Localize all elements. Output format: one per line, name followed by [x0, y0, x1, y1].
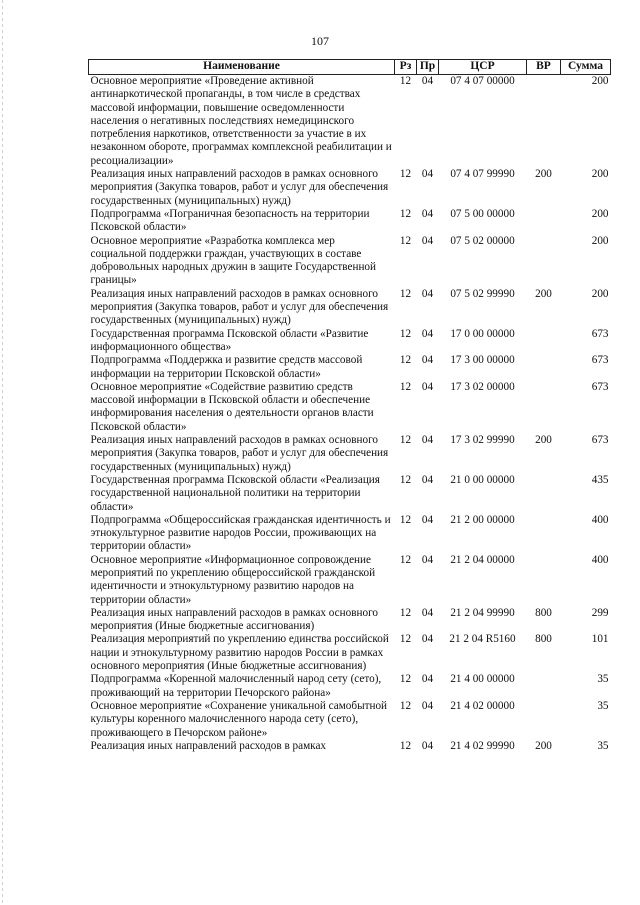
row-name: Подпрограмма «Общероссийская гражданская идентичность и этнокультурное развитие народов России, проживающих на территории области» [90, 513, 391, 553]
row-name: Подпрограмма «Пограничная безопасность на территории Псковской области» [90, 207, 370, 234]
row-csr: 21 2 04 00000 [450, 553, 515, 566]
row-rz: 12 [399, 606, 412, 619]
row-vr: 200 [535, 739, 552, 752]
row-csr: 17 3 02 99990 [450, 434, 515, 447]
row-pr: 04 [421, 75, 434, 87]
row-vr: 800 [535, 633, 552, 646]
row-csr: 21 0 00 00000 [450, 473, 515, 486]
row-pr: 04 [421, 287, 434, 300]
row-sum: 400 [591, 553, 609, 566]
scan-edge [2, 0, 3, 905]
row-pr: 04 [421, 673, 434, 686]
table-row [89, 168, 611, 208]
row-rz: 12 [399, 234, 412, 247]
row-csr: 17 0 00 00000 [450, 327, 515, 340]
row-pr: 04 [421, 553, 434, 566]
row-sum: 200 [591, 168, 609, 181]
header-rz: Рз [395, 60, 417, 75]
row-rz: 12 [399, 75, 412, 87]
row-pr: 04 [421, 327, 434, 340]
row-csr: 07 5 02 99990 [450, 287, 515, 300]
row-rz: 12 [399, 287, 412, 300]
row-sum: 673 [591, 434, 609, 447]
row-csr: 21 4 02 00000 [450, 699, 515, 712]
row-vr: 200 [535, 434, 552, 447]
header-vr: ВР [527, 60, 561, 75]
row-sum: 299 [591, 606, 609, 619]
row-csr: 21 4 02 99990 [450, 739, 515, 752]
table-row [89, 474, 611, 514]
row-csr: 17 3 02 00000 [450, 380, 515, 393]
budget-table [88, 59, 611, 753]
row-name: Подпрограмма «Поддержка и развитие средств массовой информации на территории Псковской области» [90, 354, 363, 380]
row-sum: 101 [591, 633, 609, 646]
table-row [89, 673, 611, 700]
row-rz: 12 [399, 354, 412, 367]
row-name: Подпрограмма «Коренной малочисленный народ сету (сето), проживающий на территории Печорского района» [90, 673, 382, 699]
row-vr [527, 208, 561, 235]
row-rz: 12 [399, 168, 412, 181]
row-sum: 200 [591, 207, 609, 220]
row-vr [527, 673, 561, 700]
table-row [89, 740, 611, 753]
row-name: Основное мероприятие «Информационное сопровождение мероприятий по укреплению общероссийской гражданской идентичности и этнокультурному развитию народов на территории области» [90, 553, 376, 606]
row-csr: 07 4 07 00000 [450, 75, 515, 87]
table-row [89, 235, 611, 288]
header-name: Наименование [89, 60, 395, 75]
row-sum: 673 [591, 327, 609, 340]
row-csr: 21 2 00 00000 [450, 513, 515, 526]
row-pr: 04 [421, 380, 434, 393]
row-name: Реализация иных направлений расходов в рамках [90, 739, 327, 752]
row-rz: 12 [399, 327, 412, 340]
row-pr: 04 [421, 434, 434, 447]
row-sum: 35 [597, 739, 609, 752]
row-pr: 04 [421, 168, 434, 181]
row-vr [527, 381, 561, 434]
row-vr [527, 700, 561, 740]
row-rz: 12 [399, 673, 412, 686]
row-sum: 673 [591, 380, 609, 393]
row-vr: 200 [535, 168, 552, 181]
table-row [89, 434, 611, 474]
row-rz: 12 [399, 473, 412, 486]
table-row [89, 75, 611, 169]
header-sum: Сумма [561, 60, 611, 75]
row-vr [527, 328, 561, 355]
row-sum: 400 [591, 513, 609, 526]
row-rz: 12 [399, 633, 412, 646]
row-name: Реализация иных направлений расходов в рамках основного мероприятия (Закупка товаров, работ и услуг для обеспечения государственных (муниципальных) нужд) [90, 434, 389, 473]
row-name: Основное мероприятие «Сохранение уникальной самобытной культуры коренного малочисленного народа сету (сето), проживающего в Печорском районе» [90, 699, 388, 739]
row-name: Государственная программа Псковской области «Реализация государственной национальной политики на территории области» [90, 473, 380, 513]
row-csr: 07 5 02 00000 [450, 234, 515, 247]
row-name: Государственная программа Псковской области «Развитие информационного общества» [90, 327, 369, 353]
row-sum: 435 [591, 473, 609, 486]
row-csr: 07 4 07 99990 [450, 168, 515, 181]
table-row [89, 514, 611, 554]
row-csr: 07 5 00 00000 [450, 207, 515, 220]
table-row [89, 700, 611, 740]
table-row [89, 208, 611, 235]
row-vr [527, 354, 561, 381]
row-vr [527, 235, 561, 288]
row-name: Реализация мероприятий по укреплению единства российской нации и этнокультурному развитию народов России в рамках основного мероприятия (Иные бюджетные ассигнования) [90, 633, 389, 673]
row-csr: 17 3 00 00000 [450, 354, 515, 367]
row-csr: 21 4 00 00000 [450, 673, 515, 686]
row-rz: 12 [399, 434, 412, 447]
row-rz: 12 [399, 699, 412, 712]
row-pr: 04 [421, 633, 434, 646]
row-pr: 04 [421, 354, 434, 367]
table-row [89, 607, 611, 634]
row-sum: 200 [591, 75, 609, 87]
row-pr: 04 [421, 606, 434, 619]
row-rz: 12 [399, 207, 412, 220]
row-rz: 12 [399, 553, 412, 566]
table-header-row [89, 60, 611, 75]
row-vr [527, 554, 561, 607]
row-pr: 04 [421, 513, 434, 526]
row-sum: 200 [591, 234, 609, 247]
row-name: Реализация иных направлений расходов в рамках основного мероприятия (Иные бюджетные ассигнования) [90, 606, 378, 633]
row-pr: 04 [421, 207, 434, 220]
row-vr: 800 [535, 606, 552, 619]
row-name: Основное мероприятие «Содействие развитию средств массовой информации в Псковской области и обеспечение информирования населения о деятельности органов власти Псковской области» [90, 380, 374, 433]
header-pr: Пр [417, 60, 439, 75]
row-vr [527, 474, 561, 514]
table-row [89, 328, 611, 355]
row-name: Реализация иных направлений расходов в рамках основного мероприятия (Закупка товаров, работ и услуг для обеспечения государственных (муниципальных) нужд) [90, 168, 389, 207]
row-rz: 12 [399, 513, 412, 526]
header-csr: ЦСР [439, 60, 527, 75]
table-row [89, 288, 611, 328]
row-sum: 673 [591, 354, 609, 367]
table-row [89, 633, 611, 673]
row-name: Реализация иных направлений расходов в рамках основного мероприятия (Закупка товаров, работ и услуг для обеспечения государственных (муниципальных) нужд) [90, 287, 389, 327]
row-name: Основное мероприятие «Проведение активной антинаркотической пропаганды, в том числе в средствах массовой информации, повышение осведомленности населения о негативных последствиях немедицинского потребления наркотиков, ответственности за участие в их незаконном обороте, программах комплексной реабилитации и ресоциализации» [90, 75, 392, 167]
row-sum: 35 [597, 673, 609, 686]
row-csr: 21 2 04 R5160 [449, 633, 516, 646]
row-rz: 12 [399, 739, 412, 752]
row-pr: 04 [421, 739, 434, 752]
row-pr: 04 [421, 699, 434, 712]
row-sum: 200 [591, 287, 609, 300]
row-rz: 12 [399, 380, 412, 393]
page-number: 107 [311, 34, 329, 48]
row-name: Основное мероприятие «Разработка комплекса мер социальной поддержки граждан, участвующих в составе добровольных народных дружин в защите Государственной границы» [90, 234, 377, 287]
row-sum: 35 [597, 699, 609, 712]
row-pr: 04 [421, 234, 434, 247]
row-vr: 200 [535, 287, 552, 300]
table-row [89, 554, 611, 607]
table-row [89, 354, 611, 381]
row-pr: 04 [421, 473, 434, 486]
row-vr [527, 514, 561, 554]
row-csr: 21 2 04 99990 [450, 606, 515, 619]
row-vr [527, 75, 561, 169]
table-row [89, 381, 611, 434]
